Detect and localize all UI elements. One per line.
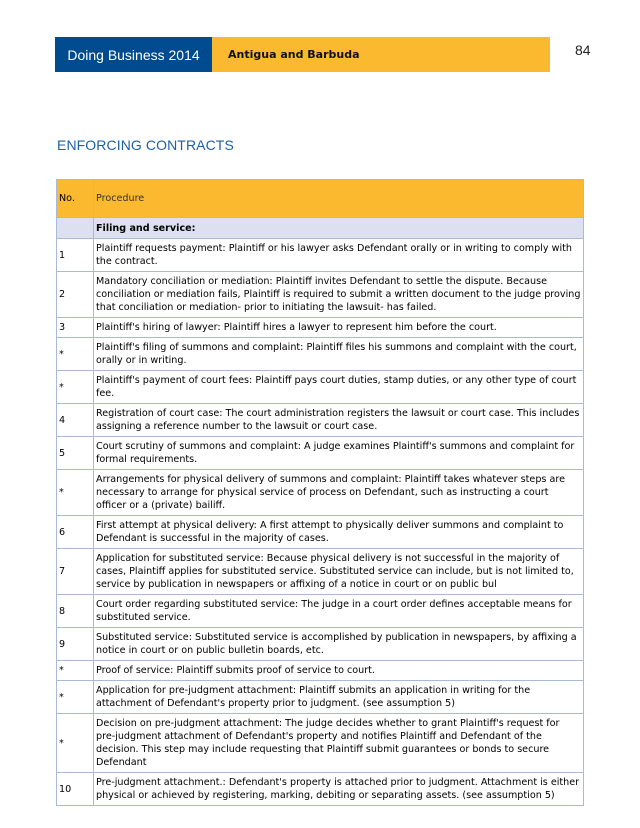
procedure-number: 3 (57, 318, 94, 338)
group-row (57, 218, 584, 239)
table-row (57, 549, 584, 595)
table-row (57, 470, 584, 516)
column-header-no: No. (57, 180, 94, 218)
section-title: ENFORCING CONTRACTS (57, 137, 234, 153)
procedure-description: Proof of service: Plaintiff submits proof of service to court. (94, 661, 584, 681)
group-no-cell (57, 218, 94, 239)
table-row (57, 681, 584, 714)
procedure-description: Plaintiff's payment of court fees: Plaintiff pays court duties, stamp duties, or any other type of court fee. (94, 371, 584, 404)
procedure-number: 9 (57, 628, 94, 661)
procedure-number: 10 (57, 773, 94, 806)
table-row (57, 595, 584, 628)
procedure-description: Registration of court case: The court administration registers the lawsuit or court case. This includes assigning a reference number to the lawsuit or court case. (94, 404, 584, 437)
procedure-description: Plaintiff's hiring of lawyer: Plaintiff hires a lawyer to represent him before the court. (94, 318, 584, 338)
procedure-number: 6 (57, 516, 94, 549)
procedure-number: * (57, 371, 94, 404)
procedure-description: Court order regarding substituted service: The judge in a court order defines acceptable means for substituted service. (94, 595, 584, 628)
table-row (57, 272, 584, 318)
table-header-row (57, 180, 584, 218)
table-row (57, 318, 584, 338)
procedure-description: Court scrutiny of summons and complaint: A judge examines Plaintiff's summons and complaint for formal requirements. (94, 437, 584, 470)
procedure-description: Plaintiff's filing of summons and complaint: Plaintiff files his summons and complaint with the court, orally or in writing. (94, 338, 584, 371)
procedure-number: * (57, 714, 94, 773)
country-name: Antigua and Barbuda (212, 37, 550, 72)
table-row (57, 773, 584, 806)
procedure-number: * (57, 338, 94, 371)
column-header-procedure: Procedure (94, 180, 584, 218)
procedure-description: Substituted service: Substituted service is accomplished by publication in newspapers, by affixing a notice in court or on public bulletin boards, etc. (94, 628, 584, 661)
procedures-table (56, 179, 584, 806)
procedure-description: Pre-judgment attachment.: Defendant's property is attached prior to judgment. Attachment is either physical or achieved by registering, marking, debiting or separating assets. (see assumption 5) (94, 773, 584, 806)
procedure-description: Application for substituted service: Because physical delivery is not successful in the majority of cases, Plaintiff applies for substituted service. Substituted service can include, but is not limited to, service by publication in newspapers or affixing of a notice in court or on public bul (94, 549, 584, 595)
table-row (57, 404, 584, 437)
table-row (57, 516, 584, 549)
procedure-description: Application for pre-judgment attachment: Plaintiff submits an application in writing for the attachment of Defendant's property prior to judgment. (see assumption 5) (94, 681, 584, 714)
report-brand: Doing Business 2014 (55, 37, 212, 72)
table-row (57, 338, 584, 371)
procedure-number: 7 (57, 549, 94, 595)
table-row (57, 239, 584, 272)
procedure-description: Mandatory conciliation or mediation: Plaintiff invites Defendant to settle the dispute. Because conciliation or mediation fails, Plaintiff is required to submit a written document to the judge proving that conciliation or mediation- prior to initiating the lawsuit- has failed. (94, 272, 584, 318)
table-row (57, 628, 584, 661)
procedure-number: * (57, 661, 94, 681)
procedure-number: 5 (57, 437, 94, 470)
procedure-number: * (57, 681, 94, 714)
group-label: Filing and service: (94, 218, 584, 239)
procedure-number: * (57, 470, 94, 516)
procedure-description: First attempt at physical delivery: A first attempt to physically deliver summons and complaint to Defendant is successful in the majority of cases. (94, 516, 584, 549)
procedure-number: 2 (57, 272, 94, 318)
procedure-number: 4 (57, 404, 94, 437)
procedure-number: 8 (57, 595, 94, 628)
page-number: 84 (575, 42, 591, 58)
table-row (57, 661, 584, 681)
procedure-description: Plaintiff requests payment: Plaintiff or his lawyer asks Defendant orally or in writing to comply with the contract. (94, 239, 584, 272)
table-row (57, 371, 584, 404)
table-row (57, 437, 584, 470)
table-row (57, 714, 584, 773)
report-header (55, 37, 550, 72)
procedure-number: 1 (57, 239, 94, 272)
procedure-description: Arrangements for physical delivery of summons and complaint: Plaintiff takes whatever steps are necessary to arrange for physical service of process on Defendant, such as instructing a court officer or a (private) bailiff. (94, 470, 584, 516)
procedure-description: Decision on pre-judgment attachment: The judge decides whether to grant Plaintiff's request for pre-judgment attachment of Defendant's property and notifies Plaintiff and Defendant of the decision. This step may include requesting that Plaintiff submit guarantees or bonds to secure Defendant (94, 714, 584, 773)
